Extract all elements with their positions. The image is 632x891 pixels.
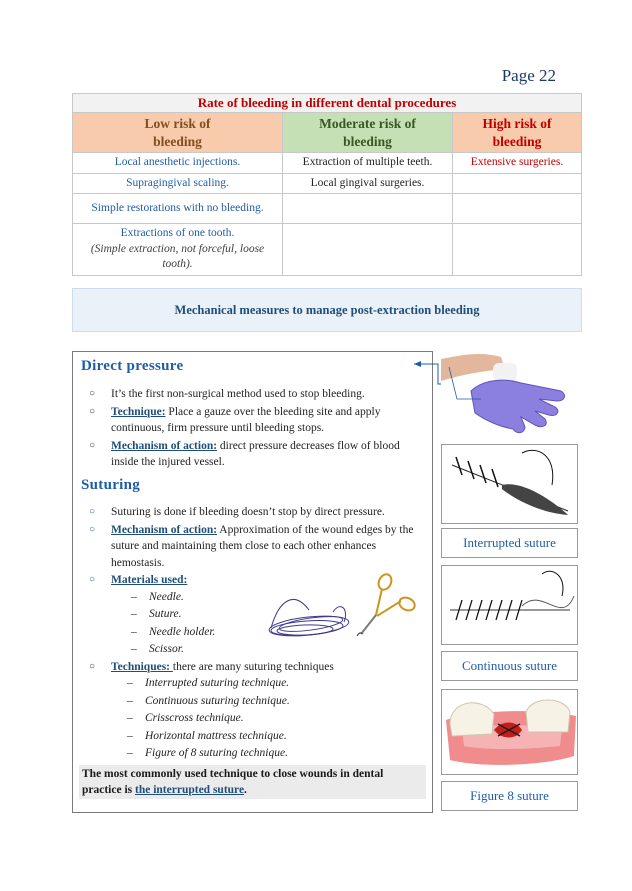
gloved-hand-icon bbox=[441, 351, 578, 440]
cell-moderate bbox=[283, 194, 453, 224]
mechanism-label: Mechanism of action: bbox=[111, 523, 218, 536]
cell-moderate bbox=[283, 224, 453, 276]
cell-low-text: Extractions of one tooth. bbox=[120, 227, 235, 240]
list-item: – Suture. bbox=[131, 608, 182, 620]
interrupted-suture-image bbox=[441, 444, 578, 524]
list-item-text: It’s the first non-surgical method used to stop bleeding. bbox=[111, 388, 365, 400]
cell-low: Local anesthetic injections. bbox=[73, 153, 283, 174]
cell-high: Extensive surgeries. bbox=[453, 153, 582, 174]
circle-bullet-icon: ○ bbox=[89, 506, 96, 517]
cell-low-note: (Simple extraction, not forceful, loose tooth). bbox=[90, 242, 265, 271]
header-high-line1: High risk of bbox=[482, 116, 552, 131]
continuous-suture-drawing-icon bbox=[442, 566, 578, 645]
list-item: – Continuous suturing technique. bbox=[127, 694, 290, 707]
list-item bbox=[87, 386, 427, 403]
techniques-label: Techniques: bbox=[111, 660, 173, 673]
interrupted-suture-drawing-icon bbox=[442, 445, 578, 524]
header-low-line2: bleeding bbox=[153, 133, 202, 149]
header-high-risk bbox=[453, 113, 582, 153]
circle-bullet-icon: ○ bbox=[89, 405, 96, 417]
cell-low: Simple restorations with no bleeding. bbox=[73, 194, 283, 224]
techniques-text: there are many suturing techniques bbox=[172, 660, 334, 673]
table-title: Rate of bleeding in different dental procedures bbox=[73, 94, 582, 113]
figure-8-suture-caption: Figure 8 suture bbox=[441, 781, 578, 811]
list-item: – Interrupted suturing technique. bbox=[127, 677, 290, 689]
techniques-list bbox=[111, 675, 427, 762]
list-item: – Crisscross technique. bbox=[127, 712, 244, 724]
conclusion-note bbox=[79, 765, 426, 799]
technique-label: Technique: bbox=[111, 405, 166, 418]
list-item bbox=[87, 522, 427, 572]
conclusion-end: . bbox=[244, 784, 247, 796]
circle-bullet-icon: ○ bbox=[89, 388, 96, 399]
technique-item: Horizontal mattress technique. bbox=[145, 729, 287, 742]
list-item: – Needle holder. bbox=[131, 625, 216, 638]
material-item: Needle. bbox=[149, 590, 184, 603]
mechanism-text: direct pressure decreases flow of blood inside the injured vessel. bbox=[111, 439, 400, 468]
technique-item: Crisscross technique. bbox=[145, 712, 244, 724]
section-banner: Mechanical measures to manage post-extraction bleeding bbox=[72, 288, 582, 332]
direct-pressure-list bbox=[87, 386, 427, 472]
cell-high bbox=[453, 224, 582, 276]
bleeding-risk-table bbox=[72, 93, 582, 276]
list-item bbox=[87, 404, 427, 437]
conclusion-highlight: the interrupted suture bbox=[135, 784, 245, 796]
direct-pressure-title: Direct pressure bbox=[81, 358, 184, 374]
list-item bbox=[87, 438, 427, 471]
material-item: Suture. bbox=[149, 608, 182, 620]
continuous-suture-image bbox=[441, 565, 578, 645]
header-low-line1: Low risk of bbox=[144, 116, 211, 131]
table-row bbox=[73, 194, 582, 224]
page-number: Page 22 bbox=[501, 66, 556, 85]
figure-8-model-icon bbox=[442, 690, 578, 775]
header-moderate-line2: bleeding bbox=[343, 133, 392, 149]
cell-high bbox=[453, 194, 582, 224]
cell-moderate: Local gingival surgeries. bbox=[283, 173, 453, 194]
table-row bbox=[73, 224, 582, 276]
content-box bbox=[72, 351, 433, 813]
direct-pressure-image bbox=[441, 351, 578, 440]
list-item: – Scissor. bbox=[131, 643, 184, 655]
cell-low bbox=[73, 224, 283, 276]
interrupted-suture-caption: Interrupted suture bbox=[441, 528, 578, 558]
materials-label: Materials used: bbox=[111, 574, 188, 586]
technique-item: Figure of 8 suturing technique. bbox=[145, 747, 288, 759]
material-item: Scissor. bbox=[149, 643, 184, 655]
header-moderate-line1: Moderate risk of bbox=[319, 116, 416, 131]
list-item bbox=[87, 504, 427, 521]
list-item: – Horizontal mattress technique. bbox=[127, 729, 287, 742]
continuous-suture-caption: Continuous suture bbox=[441, 651, 578, 681]
header-low-risk bbox=[73, 113, 283, 153]
table-row bbox=[73, 173, 582, 194]
header-moderate-risk bbox=[283, 113, 453, 153]
cell-moderate: Extraction of multiple teeth. bbox=[283, 153, 453, 174]
cell-low: Supragingival scaling. bbox=[73, 173, 283, 194]
list-item bbox=[87, 659, 427, 762]
cell-high bbox=[453, 173, 582, 194]
table-row bbox=[73, 153, 582, 174]
list-item-text: Suturing is done if bleeding doesn’t stop by direct pressure. bbox=[111, 506, 385, 518]
technique-text: Place a gauze over the bleeding site and apply continuous, firm pressure until bleeding stops. bbox=[111, 405, 381, 434]
list-item: – Figure of 8 suturing technique. bbox=[127, 747, 288, 759]
circle-bullet-icon: ○ bbox=[89, 574, 96, 585]
figure-8-suture-image bbox=[441, 689, 578, 775]
technique-item: Continuous suturing technique. bbox=[145, 694, 290, 707]
technique-item: Interrupted suturing technique. bbox=[145, 677, 290, 689]
list-item: – Needle. bbox=[131, 590, 184, 603]
material-item: Needle holder. bbox=[149, 625, 216, 638]
circle-bullet-icon: ○ bbox=[89, 523, 96, 535]
header-high-line2: bleeding bbox=[492, 133, 542, 149]
circle-bullet-icon: ○ bbox=[89, 660, 96, 672]
suturing-title: Suturing bbox=[81, 477, 141, 493]
circle-bullet-icon: ○ bbox=[89, 439, 96, 451]
conclusion-text: The most commonly used technique to close wounds in dental practice is bbox=[82, 768, 384, 796]
mechanism-label: Mechanism of action: bbox=[111, 439, 218, 452]
suture-materials-image bbox=[249, 570, 424, 648]
mechanism-text: Approximation of the wound edges by the suture and maintaining them close to each other enhances hemostasis. bbox=[111, 523, 414, 569]
